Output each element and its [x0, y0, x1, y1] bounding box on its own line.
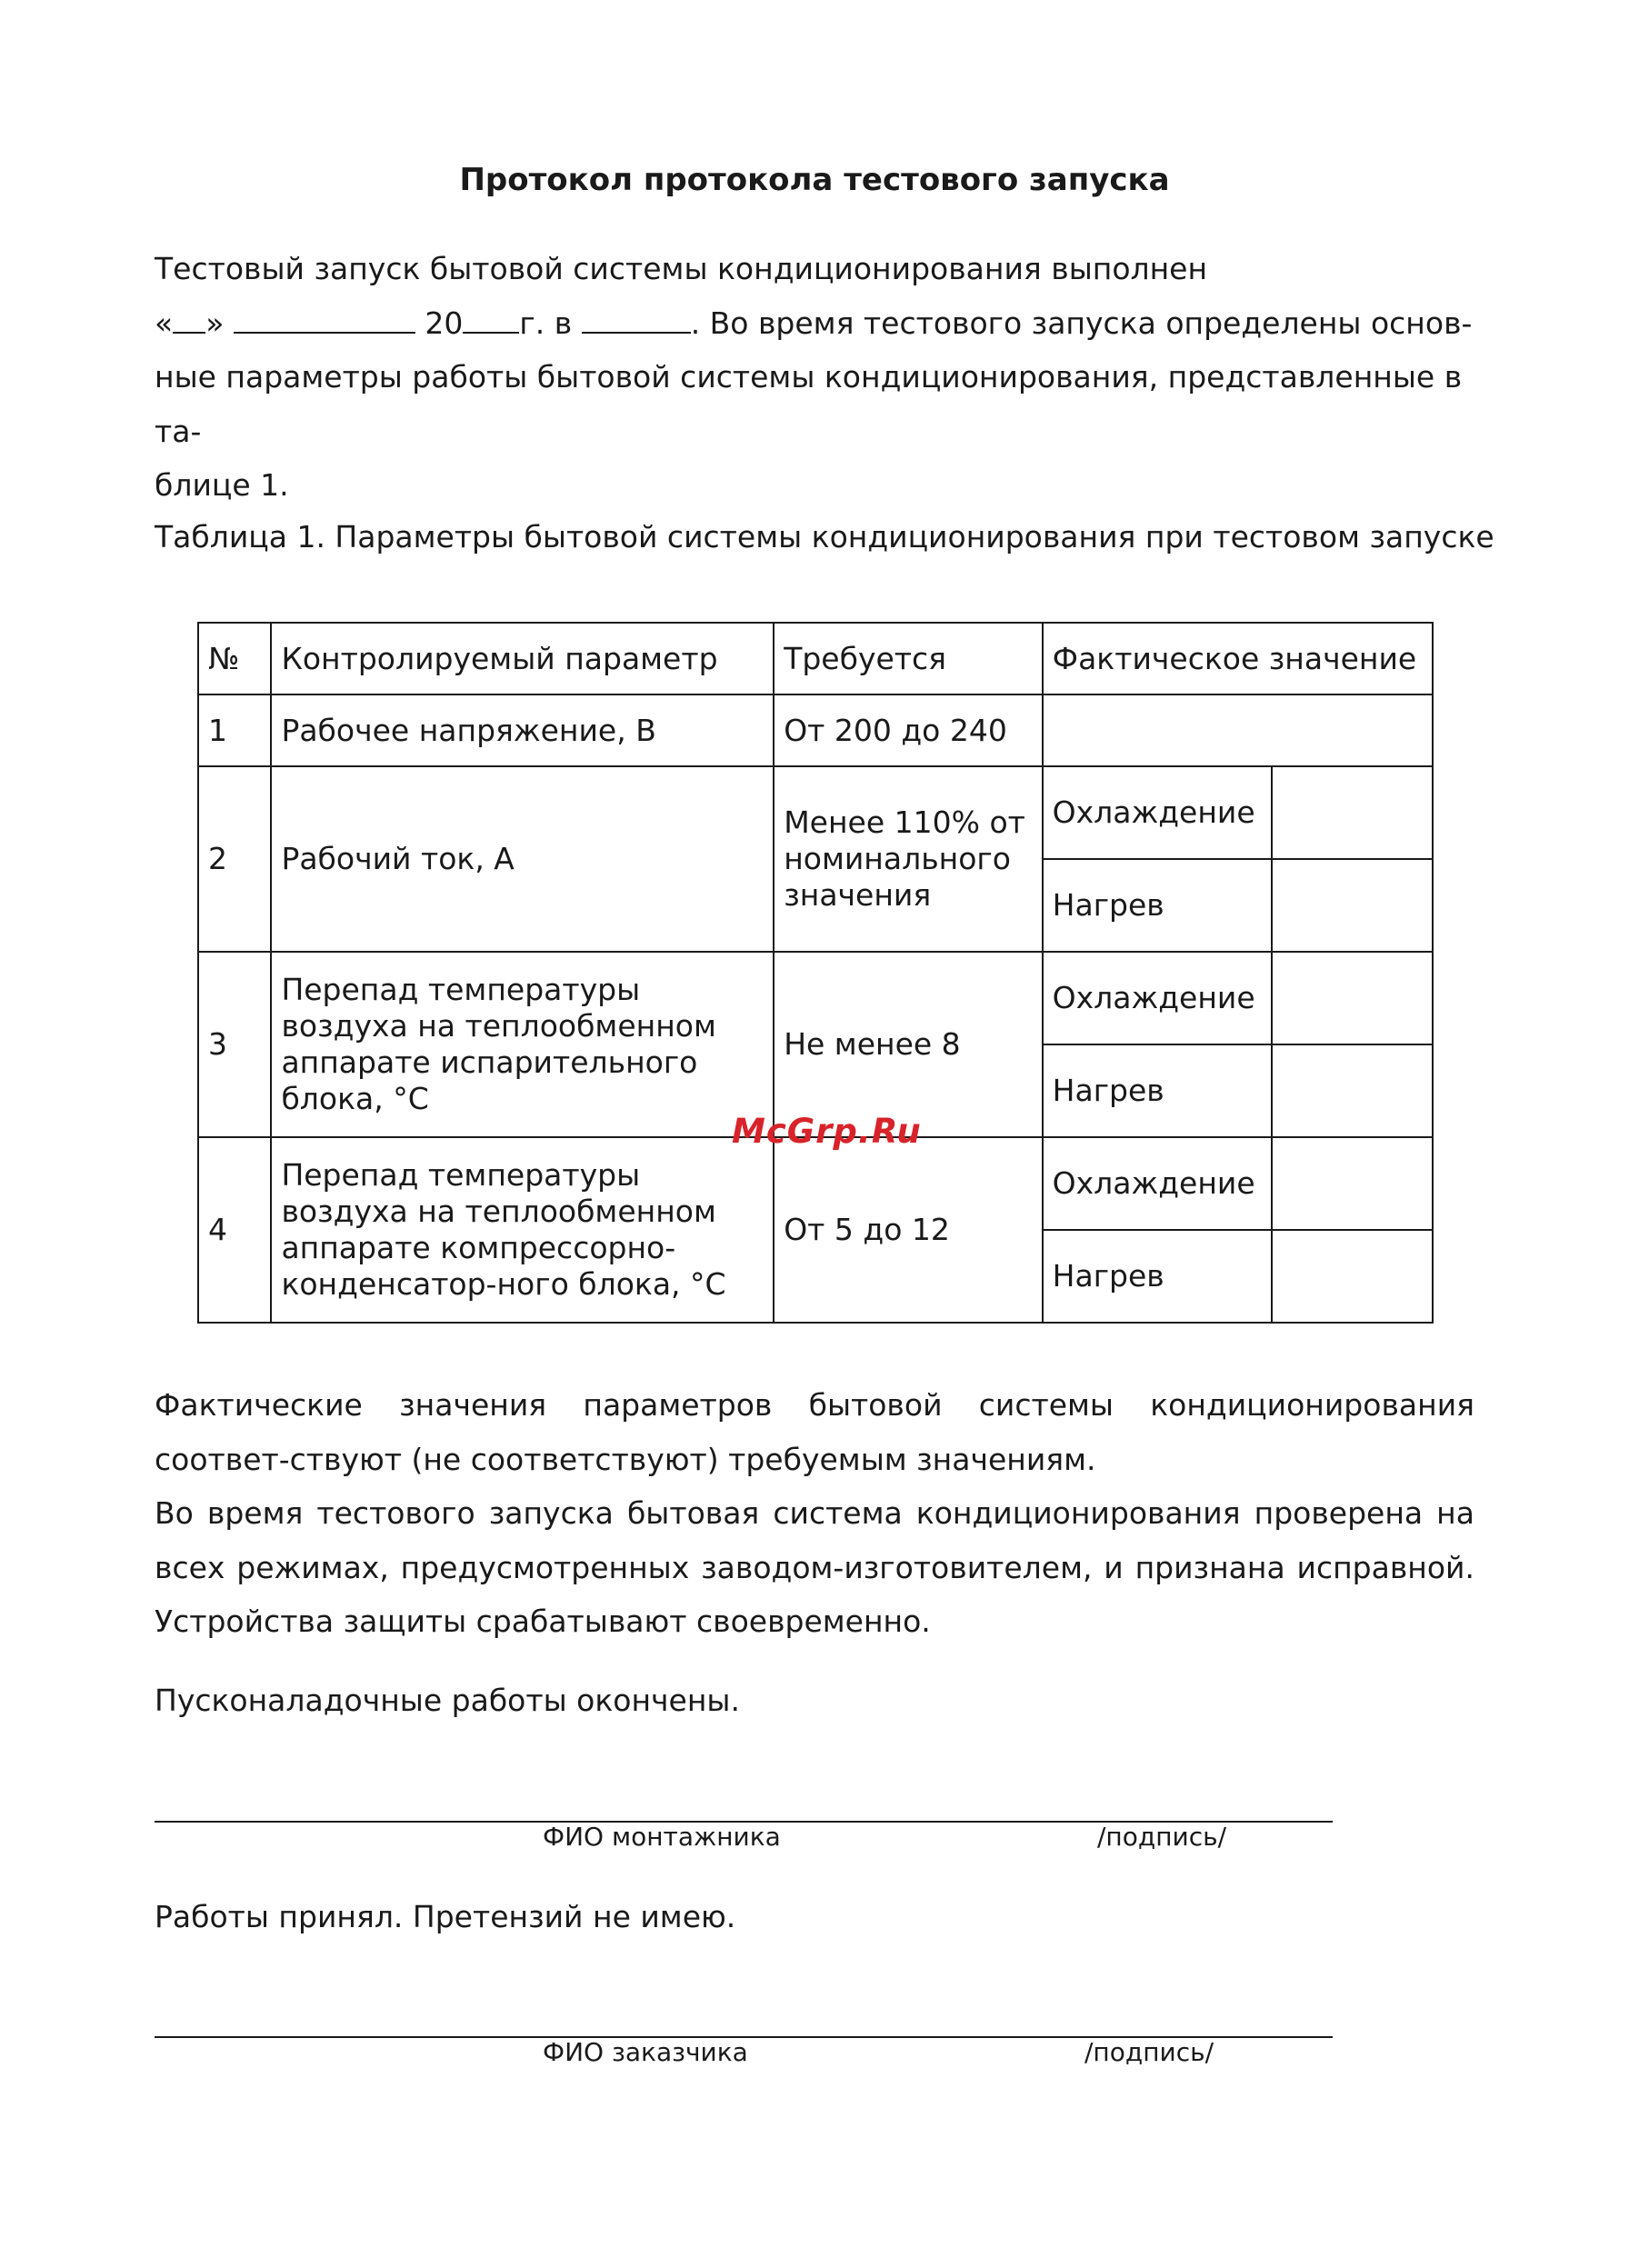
row-param: Рабочее напряжение, В: [271, 694, 774, 766]
works-done-text: Пусконаладочные работы окончены.: [155, 1683, 740, 1718]
actual-value-cell[interactable]: [1272, 859, 1434, 952]
installer-name-label: ФИО монтажника: [543, 1822, 781, 1852]
intro-line-3: ные параметры работы бытовой системы кондиционирования, представленные в та-: [155, 359, 1463, 449]
table-header-row: [198, 623, 1433, 694]
time-blank[interactable]: [582, 305, 691, 334]
row-num: 3: [198, 952, 271, 1137]
row-required: Менее 110% от номинального значения: [774, 766, 1042, 952]
mode-label: Охлаждение: [1043, 952, 1272, 1044]
actual-value-cell[interactable]: [1043, 694, 1433, 766]
watermark: McGrp.Ru: [732, 1112, 922, 1151]
conclusion-line-2: Во время тестового запуска бытовая система кондиционирования проверена на всех режимах, предусмотренных заводом-изготовителем, и признана исправной. Устройства защиты срабатывают своевременно.: [155, 1495, 1474, 1639]
month-blank[interactable]: [234, 305, 415, 334]
mode-label: Нагрев: [1043, 1230, 1272, 1323]
actual-value-cell[interactable]: [1272, 1044, 1434, 1137]
row-num: 4: [198, 1137, 271, 1323]
accepted-text: Работы принял. Претензий не имею.: [155, 1899, 736, 1934]
intro-line-2: « » 20 г. в . Во время тестового запуска определены основ-: [155, 305, 1473, 341]
table-row: [198, 694, 1433, 766]
row-required: От 5 до 12: [774, 1137, 1042, 1323]
day-blank[interactable]: [173, 305, 205, 334]
table-caption: Таблица 1. Параметры бытовой системы кондиционирования при тестовом запуске: [155, 519, 1494, 555]
actual-value-cell[interactable]: [1272, 766, 1434, 859]
row-required: От 200 до 240: [774, 694, 1042, 766]
row-param: Перепад температуры воздуха на теплообменном аппарате компрессорно-конденсатор-ного блока, °С: [271, 1137, 774, 1323]
header-param: Контролируемый параметр: [271, 623, 774, 694]
conclusion-line-1: Фактические значения параметров бытовой системы кондиционирования соответ-ствуют (не соответствуют) требуемым значениям.: [155, 1387, 1474, 1477]
actual-value-cell[interactable]: [1272, 952, 1434, 1044]
customer-sign-label: /подпись/: [1084, 2037, 1214, 2067]
row-num: 1: [198, 694, 271, 766]
mode-label: Нагрев: [1043, 1044, 1272, 1137]
installer-sign-label: /подпись/: [1097, 1822, 1227, 1852]
intro-line-4: блице 1.: [155, 467, 289, 503]
table-row: [198, 952, 1433, 1044]
document-title: Протокол протокола тестового запуска: [459, 162, 1170, 198]
row-param: Перепад температуры воздуха на теплообменном аппарате испарительного блока, °С: [271, 952, 774, 1137]
row-param: Рабочий ток, А: [271, 766, 774, 952]
header-num: №: [198, 623, 271, 694]
customer-name-label: ФИО заказчика: [543, 2037, 748, 2067]
header-required: Требуется: [774, 623, 1042, 694]
actual-value-cell[interactable]: [1272, 1230, 1434, 1323]
intro-line-1: Тестовый запуск бытовой системы кондиционирования выполнен: [155, 251, 1208, 286]
table-row: [198, 766, 1433, 859]
year-blank[interactable]: [463, 305, 519, 334]
conclusion-paragraph: [155, 1378, 1474, 1649]
row-required: Не менее 8: [774, 952, 1042, 1137]
parameters-table: [197, 622, 1434, 1324]
mode-label: Охлаждение: [1043, 1137, 1272, 1230]
table-row: [198, 1137, 1433, 1230]
header-actual: Фактическое значение: [1043, 623, 1433, 694]
intro-paragraph: [155, 242, 1474, 513]
actual-value-cell[interactable]: [1272, 1137, 1434, 1230]
row-num: 2: [198, 766, 271, 952]
mode-label: Охлаждение: [1043, 766, 1272, 859]
mode-label: Нагрев: [1043, 859, 1272, 952]
